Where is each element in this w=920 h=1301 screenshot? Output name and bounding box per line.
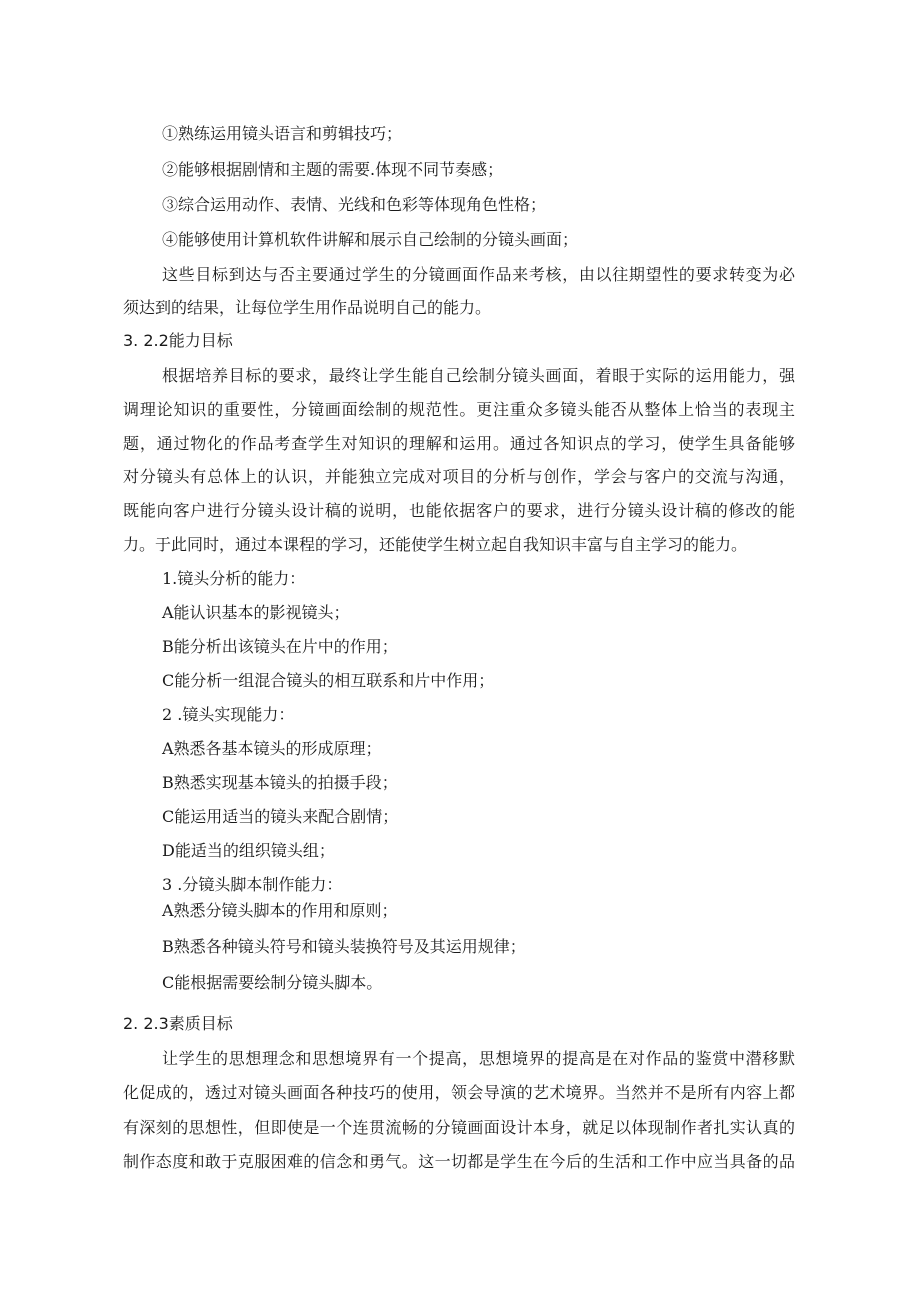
- list-item: A熟悉各基本镜头的形成原理；: [162, 739, 382, 758]
- list-item: C能分析一组混合镜头的相互联系和片中作用；: [162, 671, 495, 690]
- group-title: 1.镜头分析的能力：: [162, 569, 306, 588]
- paragraph-line: 调理论知识的重要性，分镜画面绘制的规范性。更注重众多镜头能否从整体上恰当的表现主: [123, 400, 795, 419]
- paragraph-line: 题，通过物化的作品考查学生对知识的理解和运用。通过各知识点的学习，使学生具备能够: [123, 434, 795, 453]
- list-item: ④能够使用计算机软件讲解和展示自己绘制的分镜头画面；: [162, 230, 579, 249]
- list-item: B熟悉实现基本镜头的拍摄手段；: [162, 773, 398, 792]
- list-item: ①熟练运用镜头语言和剪辑技巧；: [162, 124, 403, 143]
- paragraph-line: 须达到的结果，让每位学生用作品说明自己的能力。: [123, 298, 492, 317]
- paragraph-line: 对分镜头有总体上的认识，并能独立完成对项目的分析与创作，学会与客户的交流与沟通，: [123, 467, 795, 486]
- section-heading: 2. 2.3素质目标: [123, 1014, 233, 1033]
- paragraph-line: 力。于此同时，通过本课程的学习，还能使学生树立起自我知识丰富与自主学习的能力。: [123, 535, 748, 554]
- group-title: 2 .镜头实现能力：: [162, 705, 295, 724]
- paragraph-line: 制作态度和敢于克服困难的信念和勇气。这一切都是学生在今后的生活和工作中应当具备的品: [123, 1152, 795, 1171]
- paragraph-line: 这些目标到达与否主要通过学生的分镜画面作品来考核，由以往期望性的要求转变为必: [162, 265, 795, 284]
- group-title: 3 .分镜头脚本制作能力：: [162, 875, 343, 894]
- list-item: ②能够根据剧情和主题的需要.体现不同节奏感；: [162, 160, 504, 179]
- list-item: A熟悉分镜头脚本的作用和原则；: [162, 901, 398, 920]
- paragraph-line: 根据培养目标的要求，最终让学生能自己绘制分镜头画面，着眼于实际的运用能力，强: [162, 366, 795, 385]
- paragraph-line: 既能向客户进行分镜头设计稿的说明，也能依据客户的要求，进行分镜头设计稿的修改的能: [123, 501, 795, 520]
- list-item: ③综合运用动作、表情、光线和色彩等体现角色性格；: [162, 195, 547, 214]
- paragraph-line: 化促成的，透过对镜头画面各种技巧的使用，领会导演的艺术境界。当然并不是所有内容上都: [123, 1083, 795, 1102]
- list-item: D能适当的组织镜头组；: [162, 841, 335, 860]
- list-item: B熟悉各种镜头符号和镜头装换符号及其运用规律；: [162, 937, 526, 956]
- section-heading: 3. 2.2能力目标: [123, 331, 233, 350]
- list-item: C能运用适当的镜头来配合剧情；: [162, 807, 399, 826]
- paragraph-line: 让学生的思想理念和思想境界有一个提高，思想境界的提高是在对作品的鉴赏中潜移默: [162, 1049, 795, 1068]
- paragraph-line: 有深刻的思想性，但即使是一个连贯流畅的分镜画面设计本身，就足以体现制作者扎实认真的: [123, 1118, 795, 1137]
- list-item: A能认识基本的影视镜头；: [162, 603, 350, 622]
- list-item: B能分析出该镜头在片中的作用；: [162, 637, 398, 656]
- list-item: C能根据需要绘制分镜头脚本。: [162, 973, 383, 992]
